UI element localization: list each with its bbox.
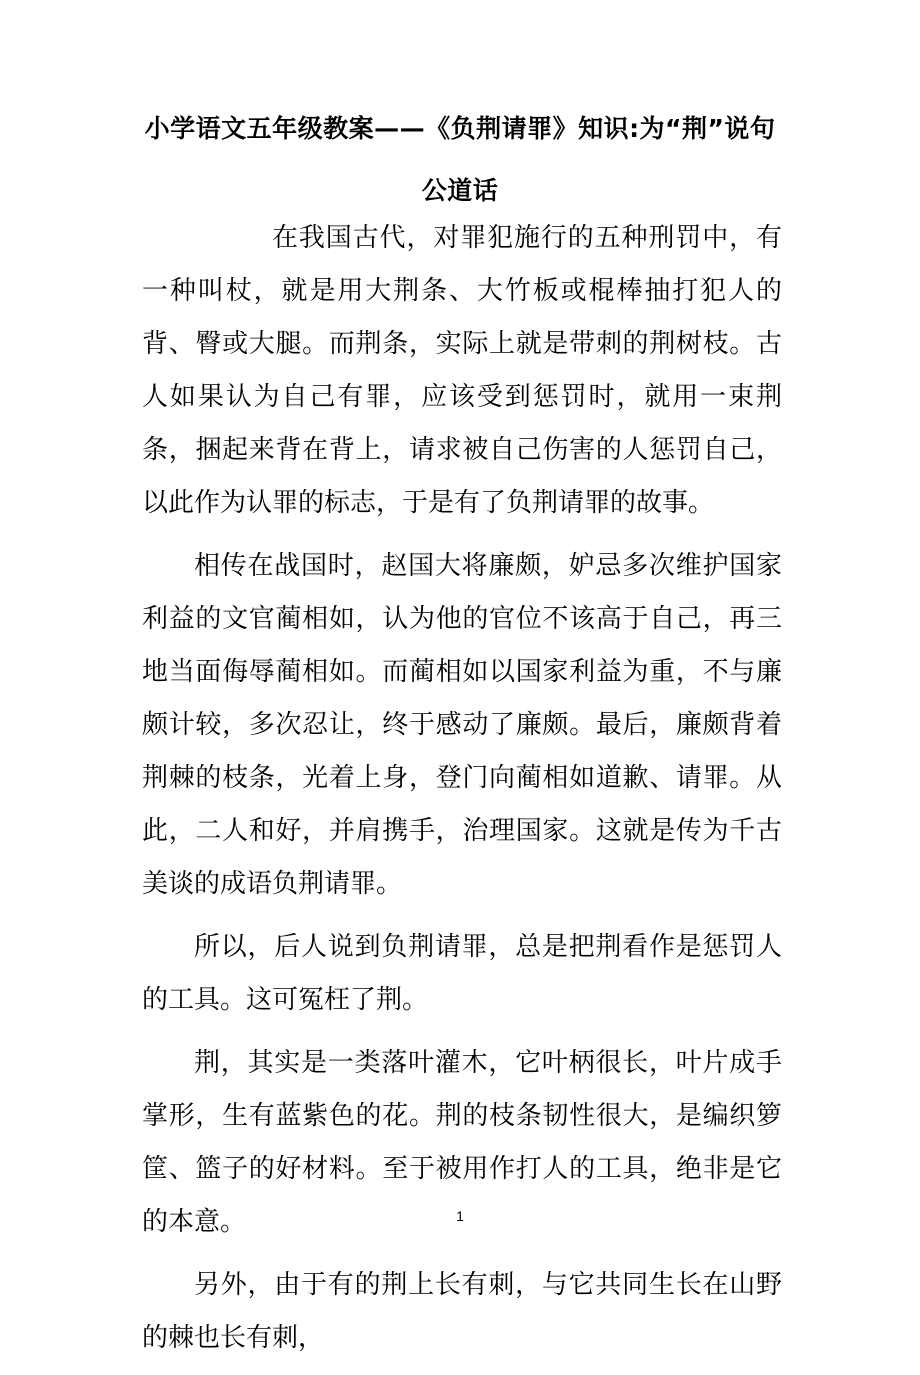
document-title: 小学语文五年级教案——《负荆请罪》知识:为“荆”说句公道话	[144, 114, 776, 205]
paragraph-2: 相传在战国时，赵国大将廉颇，妒忌多次维护国家利益的文官蔺相如，认为他的官位不该高于自己，再三地当面侮辱蔺相如。而蔺相如以国家利益为重，不与廉颇计较，多次忍让，终于感动了廉颇。最后，廉颇背着荆棘的枝条，光着上身，登门向蔺相如道歉、请罪。从此，二人和好，并肩携手，治理国家。这就是传为千古美谈的成语负荆请罪。	[142, 551, 782, 899]
paragraph-4: 荆，其实是一类落叶灌木，它叶柄很长，叶片成手掌形，生有蓝紫色的花。荆的枝条韧性很大，是编织箩筐、篮子的好材料。至于被用作打人的工具，绝非是它的本意。	[142, 1048, 782, 1237]
paragraph-1: 在我国古代，对罪犯施行的五种刑罚中，有一种叫杖，就是用大荆条、大竹板或棍棒抽打犯人的背、臀或大腿。而荆条，实际上就是带刺的荆树枝。古人如果认为自己有罪，应该受到惩罚时，就用一束荆条，捆起来背在背上，请求被自己伤害的人惩罚自己，以此作为认罪的标志，于是有了负荆请罪的故事。	[142, 223, 782, 518]
page-number: 1	[456, 1208, 464, 1224]
document-body	[142, 212, 782, 1375]
paragraph-5: 另外，由于有的荆上长有刺，与它共同生长在山野的棘也长有刺，	[142, 1270, 782, 1353]
paragraph-3: 所以，后人说到负荆请罪，总是把荆看作是惩罚人的工具。这可冤枉了荆。	[142, 932, 782, 1015]
